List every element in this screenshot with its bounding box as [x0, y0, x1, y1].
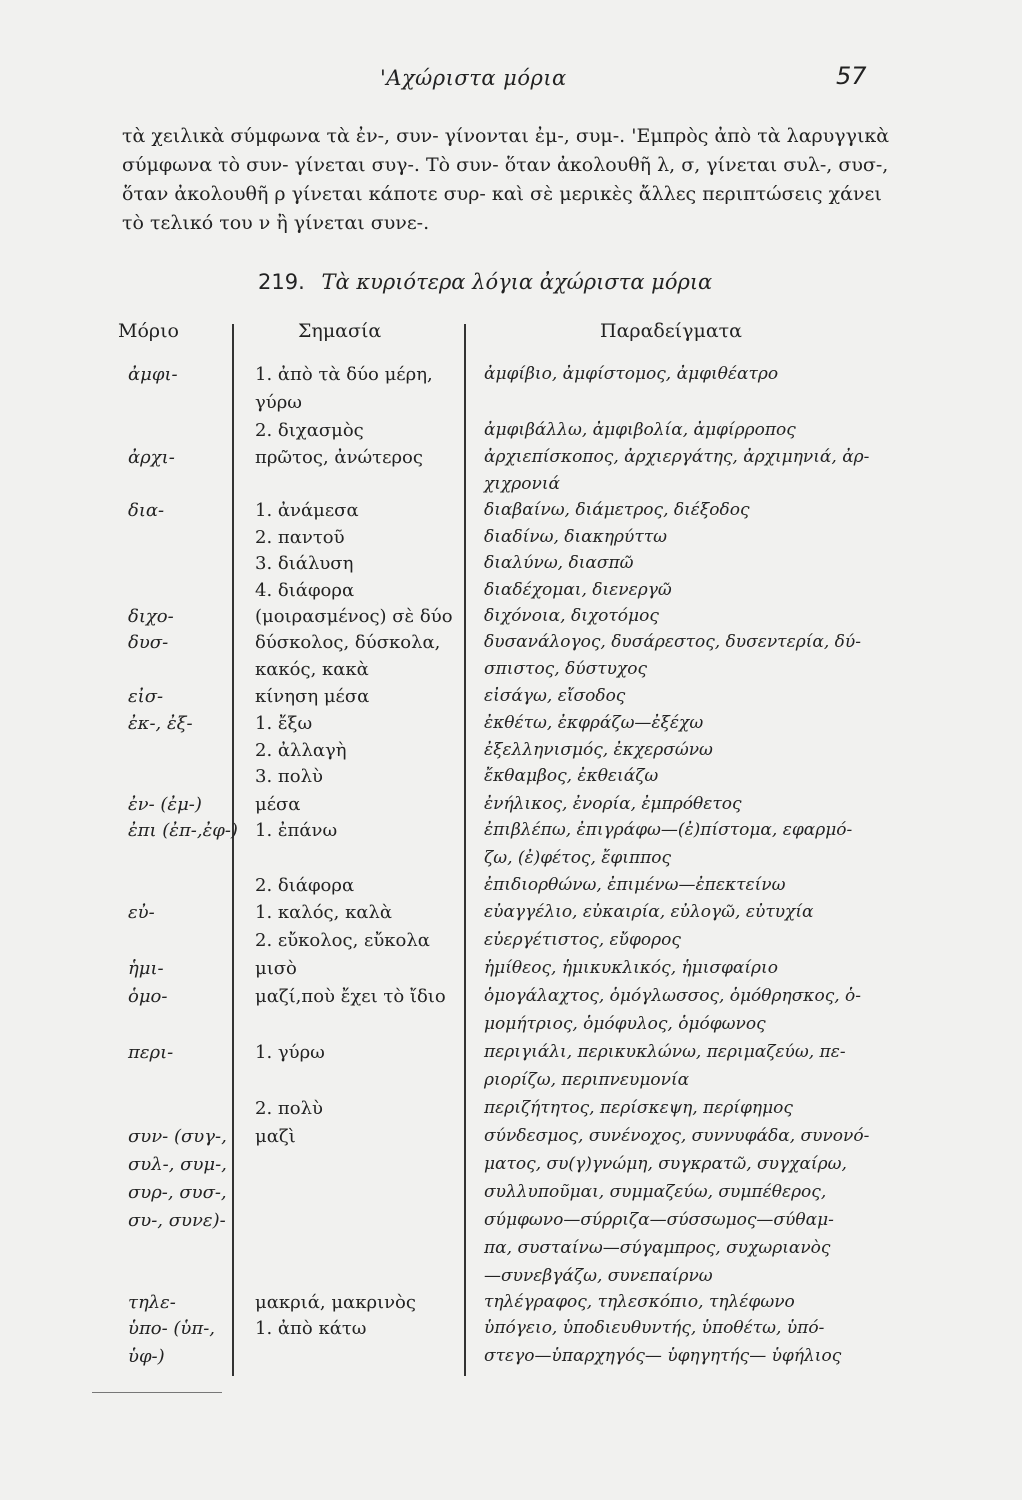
examples-cell: στεγο—ὑπαρχηγός— ὑφηγητής— ὑφήλιος — [484, 1346, 842, 1366]
table-row — [0, 553, 1022, 581]
prefix-cell: περι- — [128, 1042, 174, 1063]
prefix-cell: δυσ- — [128, 632, 169, 653]
examples-cell: διχόνοια, διχοτόμος — [484, 606, 659, 626]
column-header-examples: Παραδείγματα — [600, 320, 743, 342]
table-row — [0, 580, 1022, 608]
meaning-cell: μακριά, μακρινὸς — [255, 1292, 416, 1313]
section-heading — [258, 270, 712, 294]
table-row — [0, 986, 1022, 1014]
examples-cell: ἔκθαμβος, ἐκθειάζω — [484, 766, 659, 786]
examples-cell: σύνδεσμος, συνένοχος, συννυφάδα, συνονό- — [484, 1126, 870, 1146]
examples-cell: —συνεβγάζω, συνεπαίρνω — [484, 1266, 713, 1286]
table-row — [0, 713, 1022, 741]
examples-cell: ματος, συ(γ)γνώμη, συγκρατῶ, συγχαίρω, — [484, 1154, 847, 1174]
meaning-cell: 3. πολὺ — [255, 766, 323, 787]
examples-cell: εὐεργέτιστος, εὔφορος — [484, 930, 681, 950]
prefix-cell: συν- (συγ-, — [128, 1126, 227, 1147]
table-row — [0, 1292, 1022, 1320]
prefix-cell: ὁμο- — [128, 986, 168, 1007]
prefix-cell: εἰσ- — [128, 686, 164, 707]
intro-paragraph — [122, 122, 890, 238]
meaning-cell: 2. διχασμὸς — [255, 420, 364, 441]
examples-cell: ἐκθέτω, ἐκφράζω—ἐξέχω — [484, 713, 704, 733]
meaning-cell: 1. ἀνάμεσα — [255, 500, 359, 521]
table-row — [0, 820, 1022, 848]
prefix-cell: ὑπο- (ὑπ-, — [128, 1318, 216, 1339]
examples-cell: ἐνήλικος, ἐνορία, ἐμπρόθετος — [484, 794, 742, 814]
prefix-cell: δια- — [128, 500, 165, 521]
table-row — [0, 1266, 1022, 1294]
examples-cell: ἀρχιεπίσκοπος, ἀρχιεργάτης, ἀρχιμηνιά, ἀρ- — [484, 447, 870, 467]
meaning-cell: 1. καλός, καλὰ — [255, 902, 393, 923]
table-row — [0, 794, 1022, 822]
examples-cell: εἰσάγω, εἴσοδος — [484, 686, 626, 706]
table-row — [0, 659, 1022, 687]
meaning-cell: 2. εὔκολος, εὔκολα — [255, 930, 430, 951]
examples-cell: ὑπόγειο, ὑποδιευθυντής, ὑποθέτω, ὑπό- — [484, 1318, 825, 1338]
meaning-cell: 1. ἐπάνω — [255, 820, 338, 841]
column-header-meaning: Σημασία — [298, 320, 382, 342]
table-row — [0, 1238, 1022, 1266]
table-row — [0, 1182, 1022, 1210]
examples-cell: ριορίζω, περιπνευμονία — [484, 1070, 690, 1090]
table-row — [0, 1210, 1022, 1238]
examples-cell: χιχρονιά — [484, 474, 560, 494]
prefix-cell: συρ-, συσ-, — [128, 1182, 227, 1203]
examples-cell: ἐπιδιορθώνω, ἐπιμένω—ἐπεκτείνω — [484, 875, 786, 895]
examples-cell: εὐαγγέλιο, εὐκαιρία, εὐλογῶ, εὐτυχία — [484, 902, 814, 922]
prefix-cell: εὐ- — [128, 902, 155, 923]
examples-cell: σύμφωνο—σύρριζα—σύσσωμος—σύθαμ- — [484, 1210, 834, 1230]
meaning-cell: μαζὶ — [255, 1126, 296, 1147]
examples-cell: περιγιάλι, περικυκλώνω, περιμαζεύω, πε- — [484, 1042, 846, 1062]
table-row — [0, 902, 1022, 930]
prefix-cell: ἡμι- — [128, 958, 164, 979]
intro-line: ὅταν ἀκολουθῆ ρ γίνεται κάποτε συρ- καὶ σὲ μερικὲς ἄλλες περιπτώσεις χάνει — [122, 183, 882, 205]
table-row — [0, 392, 1022, 420]
meaning-cell: πρῶτος, ἀνώτερος — [255, 447, 423, 468]
table-row — [0, 606, 1022, 634]
table-row — [0, 420, 1022, 448]
table-row — [0, 930, 1022, 958]
table-row — [0, 740, 1022, 768]
divider — [92, 1392, 222, 1393]
examples-cell: περιζήτητος, περίσκεψη, περίφημος — [484, 1098, 793, 1118]
section-number: 219. — [258, 270, 305, 294]
running-title: 'Αχώριστα μόρια — [380, 66, 567, 90]
meaning-cell: γύρω — [255, 392, 302, 413]
meaning-cell: μισὸ — [255, 958, 297, 979]
intro-line: τὸ τελικό του ν ἢ γίνεται συνε-. — [122, 212, 430, 234]
meaning-cell: 1. ἔξω — [255, 713, 313, 734]
meaning-cell: 1. ἀπὸ κάτω — [255, 1318, 367, 1339]
table-row — [0, 1098, 1022, 1126]
meaning-cell: 3. διάλυση — [255, 553, 354, 574]
table-row — [0, 527, 1022, 555]
prefix-cell: διχο- — [128, 606, 174, 627]
page-number: 57 — [836, 62, 867, 90]
examples-cell: διαλύνω, διασπῶ — [484, 553, 634, 573]
meaning-cell: 1. ἀπὸ τὰ δύο μέρη, — [255, 364, 433, 385]
meaning-cell: 1. γύρω — [255, 1042, 325, 1063]
prefix-cell: ἐν- (ἐμ-) — [128, 794, 202, 815]
table-row — [0, 1070, 1022, 1098]
meaning-cell: 2. ἀλλαγὴ — [255, 740, 347, 761]
examples-cell: ὁμογάλαχτος, ὁμόγλωσσος, ὁμόθρησκος, ὁ- — [484, 986, 861, 1006]
examples-cell: διαδέχομαι, διενεργῶ — [484, 580, 672, 600]
table-row — [0, 1126, 1022, 1154]
section-title: Τὰ κυριότερα λόγια ἀχώριστα μόρια — [321, 270, 713, 294]
table-row — [0, 364, 1022, 392]
prefix-cell: ἀμφι- — [128, 364, 178, 385]
examples-cell: διαβαίνω, διάμετρος, διέξοδος — [484, 500, 750, 520]
examples-cell: ἐπιβλέπω, ἐπιγράφω—(ἐ)πίστομα, εφαρμό- — [484, 820, 853, 840]
table-row — [0, 632, 1022, 660]
meaning-cell: κίνηση μέσα — [255, 686, 370, 707]
prefix-cell: τηλε- — [128, 1292, 176, 1313]
meaning-cell: μαζί,ποὺ ἔχει τὸ ἴδιο — [255, 986, 446, 1007]
table-row — [0, 474, 1022, 502]
prefix-cell: συλ-, συμ-, — [128, 1154, 227, 1175]
prefix-cell: συ-, συνε)- — [128, 1210, 226, 1231]
table-row — [0, 875, 1022, 903]
examples-cell: δυσανάλογος, δυσάρεστος, δυσεντερία, δύ- — [484, 632, 861, 652]
examples-cell: ζω, (ἐ)φέτος, ἔφιππος — [484, 848, 672, 868]
meaning-cell: (μοιρασμένος) σὲ δύο — [255, 606, 453, 627]
table-row — [0, 447, 1022, 475]
meaning-cell: 2. διάφορα — [255, 875, 355, 896]
meaning-cell: κακός, κακὰ — [255, 659, 369, 680]
meaning-cell: μέσα — [255, 794, 301, 815]
examples-cell: συλλυποῦμαι, συμμαζεύω, συμπέθερος, — [484, 1182, 827, 1202]
meaning-cell: δύσκολος, δύσκολα, — [255, 632, 441, 653]
prefix-cell: ἀρχι- — [128, 447, 175, 468]
table-row — [0, 1154, 1022, 1182]
table-row — [0, 1014, 1022, 1042]
prefix-cell: ὑφ-) — [128, 1346, 165, 1367]
table-row — [0, 958, 1022, 986]
prefix-cell: ἐκ-, ἐξ- — [128, 713, 193, 734]
examples-cell: διαδίνω, διακηρύττω — [484, 527, 667, 547]
meaning-cell: 4. διάφορα — [255, 580, 355, 601]
table-row — [0, 1346, 1022, 1374]
examples-cell: ἀμφιβάλλω, ἀμφιβολία, ἀμφίρροπος — [484, 420, 796, 440]
table-row — [0, 1318, 1022, 1346]
intro-line: σύμφωνα τὸ συν- γίνεται συγ-. Τὸ συν- ὅταν ἀκολουθῆ λ, σ, γίνεται συλ-, συσ-, — [122, 154, 889, 176]
examples-cell: ἡμίθεος, ἡμικυκλικός, ἡμισφαίριο — [484, 958, 778, 978]
examples-cell: πα, συσταίνω—σύγαμπρος, συχωριανὸς — [484, 1238, 831, 1258]
examples-cell: ἐξελληνισμός, ἐκχερσώνω — [484, 740, 713, 760]
table-row — [0, 766, 1022, 794]
meaning-cell: 2. παντοῦ — [255, 527, 345, 548]
examples-cell: ἀμφίβιο, ἀμφίστομος, ἀμφιθέατρο — [484, 364, 779, 384]
intro-line: τὰ χειλικὰ σύμφωνα τὰ ἐν-, συν- γίνονται ἐμ-, συμ-. 'Εμπρὸς ἀπὸ τὰ λαρυγγικὰ — [122, 125, 890, 147]
table-row — [0, 848, 1022, 876]
examples-cell: μομήτριος, ὁμόφυλος, ὁμόφωνος — [484, 1014, 766, 1034]
table-row — [0, 500, 1022, 528]
examples-cell: σπιστος, δύστυχος — [484, 659, 647, 679]
prefix-cell: ἐπι (ἐπ-,ἐφ-) — [128, 820, 238, 841]
table-row — [0, 686, 1022, 714]
column-header-prefix: Μόριο — [118, 320, 179, 342]
meaning-cell: 2. πολὺ — [255, 1098, 323, 1119]
examples-cell: τηλέγραφος, τηλεσκόπιο, τηλέφωνο — [484, 1292, 795, 1312]
table-row — [0, 1042, 1022, 1070]
